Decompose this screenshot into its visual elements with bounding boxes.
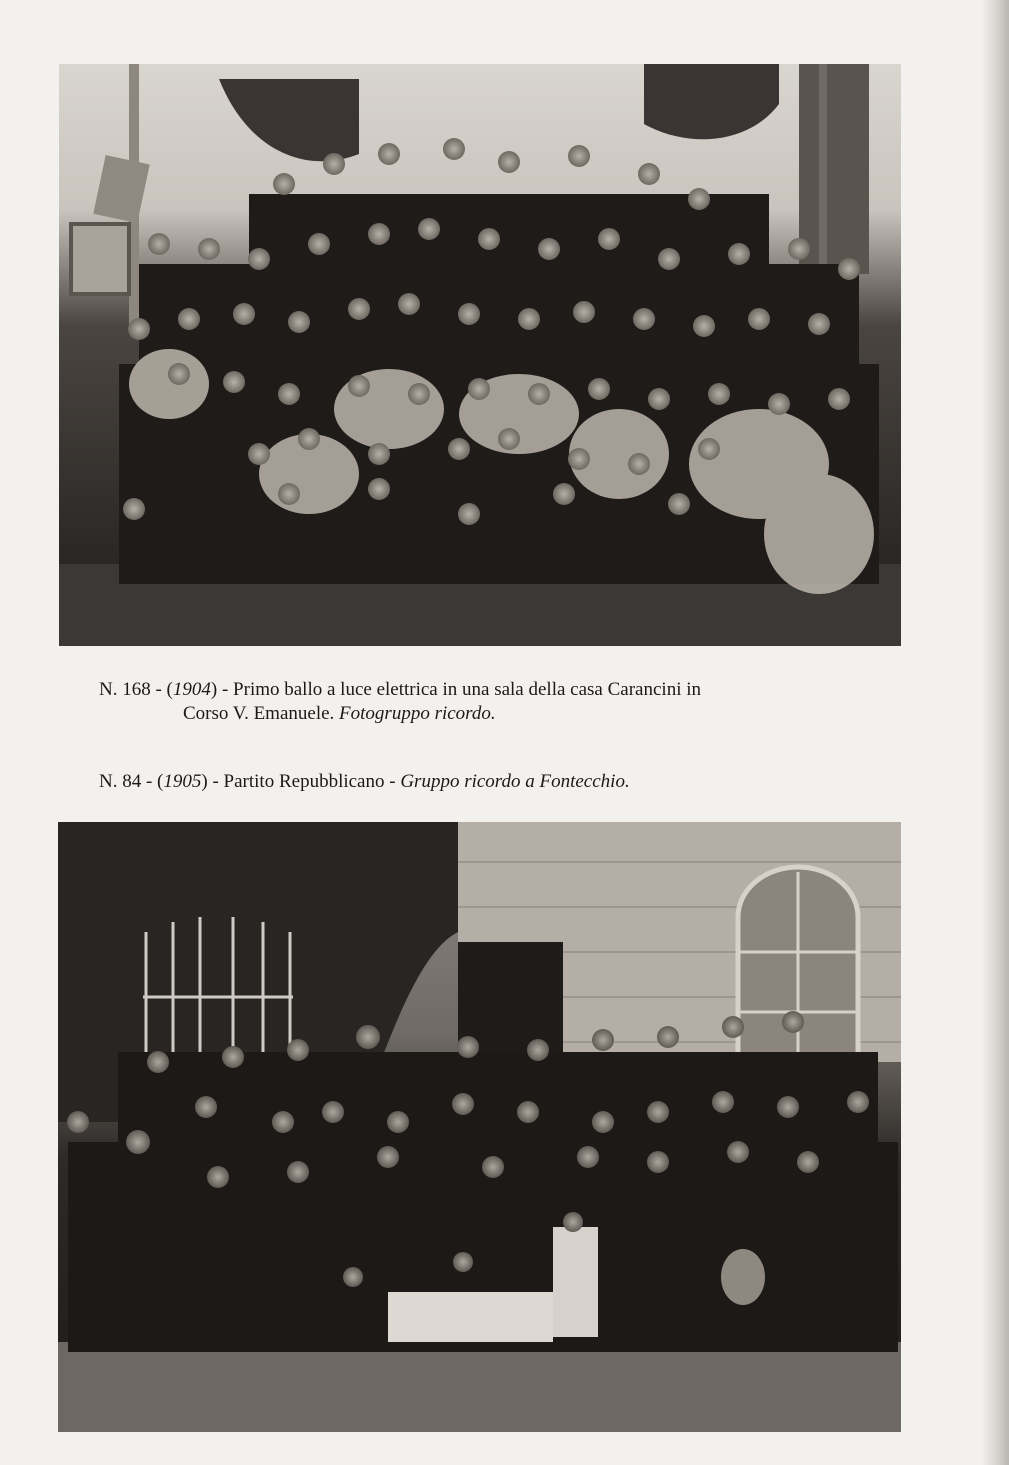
caption-photo-84 <box>99 770 630 794</box>
caption-168-text-line1: Primo ballo a luce elettrica in una sala della casa Carancini in <box>233 679 701 700</box>
photo-ballo-1904-image <box>59 64 901 646</box>
photo-partito-repubblicano-1905 <box>58 822 901 1432</box>
caption-168-separator-open: - ( <box>150 679 173 700</box>
photo-partito-repubblicano-1905-image <box>58 822 901 1432</box>
caption-84-separator-open: - ( <box>141 771 164 792</box>
caption-84-separator-close: ) - <box>201 771 224 792</box>
caption-168-italic-tail: Fotogruppo ricordo. <box>339 703 496 724</box>
caption-168-year: 1904 <box>172 679 211 700</box>
scan-edge <box>981 0 1009 1465</box>
caption-168-text-line2: Corso V. Emanuele. <box>183 703 340 724</box>
caption-84-text: Partito Repubblicano - <box>223 771 401 792</box>
caption-photo-168 <box>99 678 701 726</box>
caption-84-year: 1905 <box>163 771 202 792</box>
caption-84-italic-tail: Gruppo ricordo a Fontecchio. <box>400 771 630 792</box>
caption-84-number: N. 84 <box>99 771 142 792</box>
caption-168-separator-close: ) - <box>210 679 234 700</box>
caption-168-line2 <box>99 702 701 726</box>
photo-ballo-1904 <box>59 64 901 646</box>
caption-168-number: N. 168 <box>99 679 151 700</box>
